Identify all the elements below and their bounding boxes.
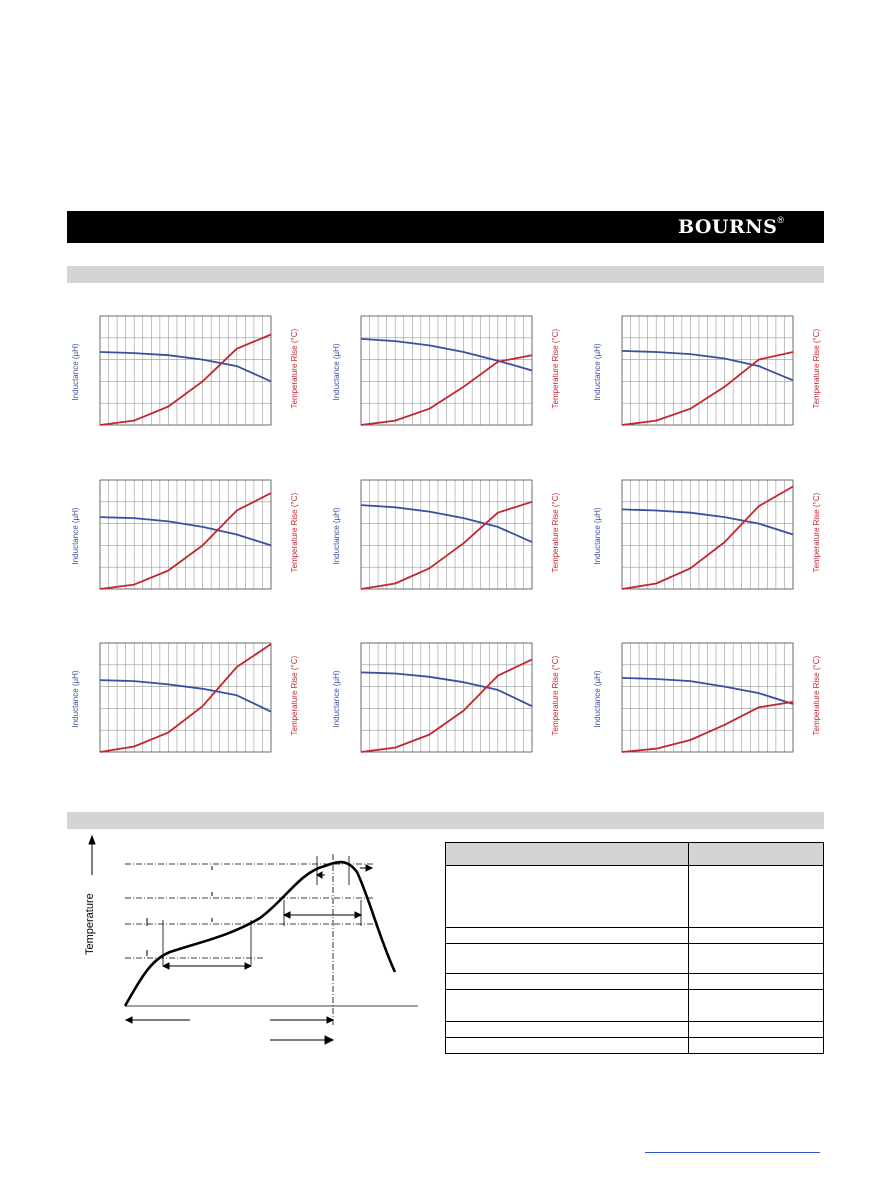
section-bar-soldering [67,812,824,829]
chart-svg [68,314,313,429]
chart-svg [329,641,574,756]
profile-guides [125,854,375,1025]
temperature-axis-label: Temperature Rise (°C) [551,655,560,736]
inductance-chart-6 [590,478,850,628]
reflow-profile-diagram [70,830,430,1060]
profile-arrows [89,836,372,1044]
temperature-axis-label: Temperature Rise (°C) [551,328,560,409]
bourns-logo [678,215,784,239]
chart-svg [329,478,574,593]
inductance-chart-1 [68,314,328,464]
temperature-axis-label: Temperature Rise (°C) [290,655,299,736]
reflow-profile-svg [70,830,430,1060]
inductance-axis-label: Inductance (µH) [593,507,602,565]
inductance-axis-label: Inductance (µH) [332,670,341,728]
inductance-axis-label: Inductance (µH) [332,507,341,565]
table-row [446,990,824,1022]
table-header-row [446,843,824,866]
footer-link[interactable] [645,1152,820,1153]
inductance-chart-8 [329,641,589,791]
chart-svg [590,641,835,756]
inductance-axis-label: Inductance (µH) [593,343,602,401]
inductance-axis-label: Inductance (µH) [71,507,80,565]
temperature-axis-label: Temperature Rise (°C) [812,328,821,409]
chart-svg [68,478,313,593]
chart-svg [590,478,835,593]
reflow-curve [125,862,395,1006]
inductance-chart-3 [590,314,850,464]
chart-svg [68,641,313,756]
inductance-axis-label: Inductance (µH) [71,343,80,401]
section-bar-performance [67,266,824,283]
header-bar [67,211,824,243]
inductance-axis-label: Inductance (µH) [332,343,341,401]
chart-svg [590,314,835,429]
temperature-axis-label: Temperature Rise (°C) [290,492,299,573]
inductance-chart-5 [329,478,589,628]
inductance-axis-label: Inductance (µH) [71,670,80,728]
soldering-spec-table [445,842,824,1054]
inductance-axis-label: Inductance (µH) [593,670,602,728]
brand-name: BOURNS [677,216,778,238]
brand-mark: ® [777,215,784,225]
inductance-chart-2 [329,314,589,464]
temperature-axis-label: Temperature Rise (°C) [551,492,560,573]
inductance-chart-4 [68,478,328,628]
table-row [446,944,824,974]
table-row [446,974,824,990]
table-row [446,928,824,944]
temperature-axis-label: Temperature Rise (°C) [812,492,821,573]
table-row [446,1022,824,1038]
temperature-axis-label: Temperature Rise (°C) [290,328,299,409]
table-row [446,866,824,928]
temperature-axis-label: Temperature Rise (°C) [812,655,821,736]
chart-svg [329,314,574,429]
inductance-chart-9 [590,641,850,791]
temperature-axis-label: Temperature [84,893,96,955]
inductance-chart-7 [68,641,328,791]
table-row [446,1038,824,1054]
